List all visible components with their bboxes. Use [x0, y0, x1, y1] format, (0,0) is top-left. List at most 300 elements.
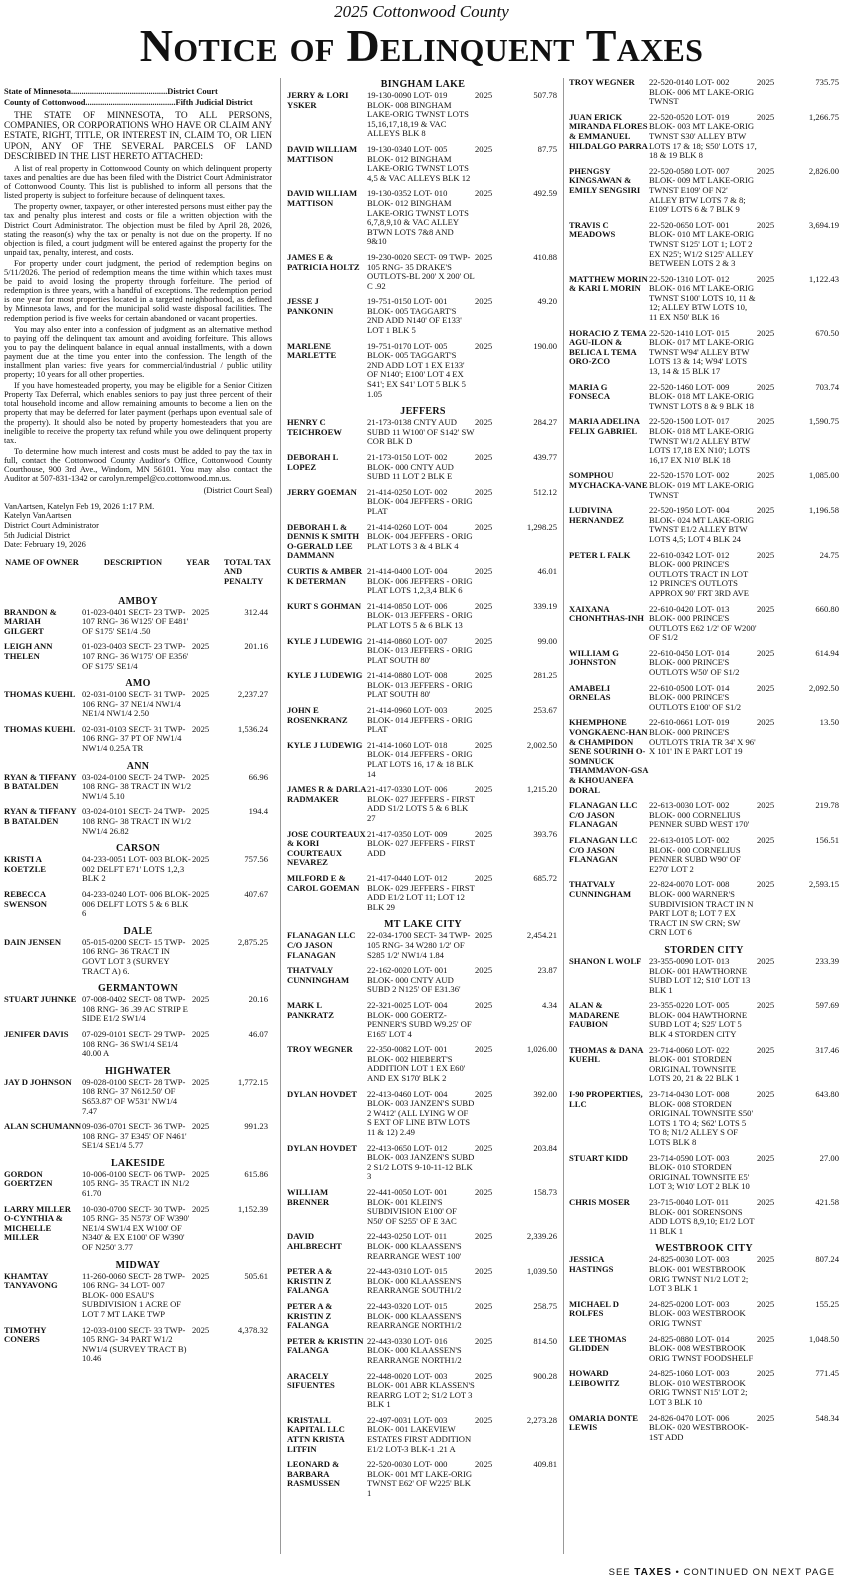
parcel-description: 21-417-0350 LOT- 009 BLOK- 027 JEFFERS - FIRST ADD: [367, 828, 475, 858]
signature-line: District Court Administrator: [4, 520, 99, 530]
listing-row: [287, 637, 559, 666]
parcel-description: 23-355-0220 LOT- 005 BLOK- 004 HAWTHORNE SUBD LOT 4; S25' LOT 5 BLK 4 STORDEN CITY: [649, 1000, 748, 1040]
listing-row: [569, 329, 839, 377]
owner-name: ALAN SCHUMANN: [4, 1121, 82, 1132]
tax-total: 1,085.00: [808, 470, 839, 481]
tax-total: 2,273.28: [526, 1414, 557, 1425]
owner-name: JAMES R & DARLA RADMAKER: [287, 784, 367, 804]
tax-total: 407.67: [244, 889, 268, 900]
owner-name: LARRY MILLER O-CYNTHIA & MICHELLE MILLER: [4, 1203, 71, 1243]
tax-total: 201.16: [244, 641, 268, 652]
tax-total: 439.77: [533, 452, 557, 462]
parcel-description: 24-826-0470 LOT- 006 BLOK- 020 WESTBROOK-1ST ADD: [649, 1412, 749, 1442]
owner-name: RYAN & TIFFANY B BATALDEN: [4, 806, 77, 827]
tax-total: 49.20: [537, 296, 557, 307]
listing-row: [4, 855, 272, 884]
listing-row: [4, 807, 272, 836]
parcel-description: 22-413-0460 LOT- 004 BLOK- 003 JANZEN'S SUBD 2 W412' (ALL LYING W OF S EXT OF LINE BTW LOTS 11 & 12) 2.49: [367, 1088, 475, 1138]
tax-total: 219.78: [815, 800, 839, 811]
tax-year: 2025: [192, 723, 210, 734]
owner-name: MICHAEL D ROLFES: [569, 1298, 619, 1319]
owner-name: PETER L FALK: [569, 549, 631, 560]
tax-year: 2025: [475, 930, 493, 941]
tax-year: 2025: [192, 1076, 210, 1087]
parcel-description: 22-610-0342 LOT- 012 BLOK- 000 PRINCE'S OUTLOTS TRACT IN LOT 12 PRINCE'S OUTLOTS APPROX 90' FRT 3RD AVE: [649, 549, 750, 598]
owner-name: CURTIS & AMBER K DETERMAN: [287, 565, 363, 586]
tax-total: 4.34: [541, 999, 557, 1010]
tax-total: 1,122.43: [808, 273, 839, 284]
tax-year: 2025: [475, 784, 493, 795]
tax-total: 23.87: [537, 965, 557, 976]
tax-year: 2025: [192, 606, 210, 617]
tax-year: 2025: [192, 771, 210, 782]
listing-row: [4, 1122, 272, 1151]
parcel-description: 23-714-0590 LOT- 003 BLOK- 010 STORDEN ORIGINAL TOWNSITE E5' LOT 3; W10' LOT 2 BLK 10: [649, 1152, 750, 1192]
table-header: [4, 558, 272, 587]
tax-year: 2025: [757, 1254, 775, 1265]
tax-total: 233.39: [815, 955, 839, 966]
owner-name: LEONARD & BARBARA RASMUSSEN: [287, 1459, 341, 1489]
parcel-description: 04-233-0240 LOT- 006 BLOK- 006 DELFT LOTS 5 & 6 BLK 6: [82, 889, 191, 919]
parcel-description: 22-520-1460 LOT- 009 BLOK- 018 MT LAKE-ORIG TWNST LOTS 8 & 9 BLK 18: [649, 381, 755, 411]
owner-name: FLANAGAN LLC C/O JASON FLANAGAN: [287, 930, 356, 960]
listing-row: [287, 1232, 559, 1261]
tax-year: 2025: [475, 251, 493, 262]
tax-year: 2025: [475, 1335, 493, 1346]
header-total: TOTAL TAX AND PENALTY: [224, 557, 272, 586]
township-heading: LAKESIDE: [110, 1157, 166, 1169]
tax-year: 2025: [757, 1196, 775, 1207]
parcel-description: 22-443-0320 LOT- 015 BLOK- 000 KLAASSEN'S REARRANGE NORTH1/2: [367, 1300, 462, 1331]
owner-name: JERRY GOEMAN: [287, 486, 357, 497]
owner-name: MARLENE MARLETTE: [287, 340, 337, 361]
listing-row: [569, 836, 839, 874]
intro-paragraph: THE STATE OF MINNESOTA, TO ALL PERSONS, COMPANIES, OR CORPORATIONS WHO HAVE OR CLAIM ANY ESTATE, RIGHT, TITLE, OR INTEREST IN, CLAIM TO, OR LIEN UPON, ANY OF THE SEVERAL PARCELS OF LAND DESCRIBED IN THE LIST HERETO ATTACHED:: [4, 111, 272, 162]
tax-total: 409.81: [533, 1459, 557, 1470]
parcel-description: 22-350-0082 LOT- 001 BLOK- 002 HIEBERT'S ADDITION LOT 1 EX E60' AND EX S170' BLK 2: [367, 1044, 466, 1084]
listing-row: [287, 931, 559, 960]
listing-row: [287, 297, 559, 335]
intro-paragraph: If you have homesteaded property, you may be eligible for a Senior Citizen Property Tax Deferral, which enables seniors to pay just three percent of their total household income and allow remaining amounts to become a lien on the property that may be deferred for later payment (perhaps upon eventual sale of the property). It should also be noted by property homesteaders that you are ineligible to receive the property tax refund while you owe delinquent property tax.: [4, 381, 272, 445]
listing-row: [287, 145, 559, 183]
tax-year: 2025: [475, 417, 493, 428]
owner-name: DAVID AHLBRECHT: [287, 1231, 342, 1251]
listing-row: [287, 488, 559, 517]
owner-name: BRANDON & MARIAH GILGERT: [4, 606, 57, 636]
owner-name: DAIN JENSEN: [4, 936, 62, 947]
tax-year: 2025: [475, 1044, 493, 1055]
tax-total: 1,152.39: [237, 1203, 268, 1214]
parcel-description: 22-497-0031 LOT- 003 BLOK- 001 LAKEVIEW ESTATES FIRST ADDITION E1/2 LOT-3 BLK-1 .21 A: [367, 1414, 472, 1454]
tax-total: 1,536.24: [237, 723, 268, 734]
parcel-description: 21-414-1060 LOT- 018 BLOK- 014 JEFFERS - ORIG PLAT LOTS 16, 17 & 18 BLK 14: [367, 739, 474, 779]
tax-total: 1,266.75: [808, 111, 839, 122]
parcel-description: 05-015-0200 SECT- 15 TWP- 106 RNG- 36 TRACT IN GOVT LOT 3 (SURVEY TRACT A) 6.: [82, 936, 186, 976]
tax-year: 2025: [192, 1324, 210, 1335]
tax-year: 2025: [757, 219, 775, 230]
tax-year: 2025: [475, 872, 493, 883]
tax-year: 2025: [192, 1028, 210, 1039]
parcel-description: 21-414-0400 LOT- 004 BLOK- 006 JEFFERS - ORIG PLAT LOTS 1,2,3,4 BLK 6: [367, 565, 473, 596]
parcel-description: 22-520-0140 LOT- 002 BLOK- 006 MT LAKE-ORIG TWNST: [649, 77, 755, 107]
state-line: State of Minnesota..............................................District Court: [4, 87, 218, 96]
owner-name: OMARIA DONTE LEWIS: [569, 1412, 638, 1433]
owner-name: ARACELY SIFUENTES: [287, 1370, 335, 1391]
owner-name: KHEMPHONE VONGKAENC-HAN & CHAMPIDON SENE SOURINH O-SOMNUCK THAMMAVON-GSA & KHOUANEFA DORAL: [569, 717, 648, 795]
tax-total: 991.23: [244, 1121, 268, 1132]
tax-year: 2025: [475, 1231, 493, 1242]
tax-year: 2025: [192, 1168, 210, 1179]
notice-subtitle: 2025 Cottonwood County: [334, 2, 509, 21]
listing-row: [287, 874, 559, 912]
parcel-description: 23-715-0040 LOT- 011 BLOK- 001 SORENSONS ADD LOTS 8,9,10; E1/2 LOT 11 BLK 1: [649, 1196, 755, 1236]
tax-year: 2025: [475, 1088, 493, 1099]
parcel-description: 07-008-0402 SECT- 08 TWP- 108 RNG- 36 .39 AC STRIP E SIDE E1/2 SW1/4: [82, 994, 188, 1024]
tax-year: 2025: [475, 670, 493, 681]
owner-name: DEBORAH L & DENNIS K SMITH O-GERALD LEE DAMMANN: [287, 521, 360, 561]
tax-year: 2025: [475, 828, 493, 839]
parcel-description: 19-130-0352 LOT- 010 BLOK- 012 BINGHAM LAKE-ORIG TWNST LOTS 6,7,8,9,10 & VAC ALLEY BTWN LOTS 7&8 AND 9&10: [367, 188, 469, 247]
tax-year: 2025: [757, 1298, 775, 1309]
tax-year: 2025: [475, 1370, 493, 1381]
tax-total: 512.12: [533, 486, 557, 497]
header-description: DESCRIPTION: [103, 557, 163, 567]
parcel-description: 22-441-0050 LOT- 001 BLOK- 001 KLEIN'S SUBDIVISION E100' OF N50' OF S255' OF E 3AC: [367, 1187, 457, 1226]
parcel-description: 02-031-0100 SECT- 31 TWP- 106 RNG- 37 NE1/4 NW1/4 NE1/4 NW1/4 2.50: [82, 689, 186, 719]
tax-total: 1,026.00: [526, 1044, 557, 1055]
parcel-description: 11-260-0060 SECT- 28 TWP- 106 RNG- 34 LOT- 007 BLOK- 000 ESAU'S SUBDIVISION 1 ACRE OF LOT 7 MT LAKE TWP: [82, 1270, 186, 1320]
tax-total: 1,196.58: [808, 505, 839, 516]
tax-year: 2025: [192, 1203, 210, 1214]
tax-year: 2025: [475, 565, 493, 576]
parcel-description: 23-714-0060 LOT- 022 BLOK- 001 STORDEN ORIGINAL TOWNSITE LOTS 20, 21 & 22 BLK 1: [649, 1044, 740, 1084]
listing-row: [4, 608, 272, 637]
tax-year: 2025: [757, 470, 775, 481]
listing-row: [287, 523, 559, 561]
owner-name: KRISTI A KOETZLE: [4, 854, 47, 874]
owner-name: PETER A & KRISTIN Z FALANGA: [287, 1300, 333, 1331]
tax-year: 2025: [475, 999, 493, 1010]
tax-total: 900.28: [533, 1370, 557, 1381]
tax-year: 2025: [192, 936, 210, 947]
tax-year: 2025: [757, 603, 775, 614]
owner-name: ALAN & MADARENE FAUBION: [569, 1000, 620, 1030]
tax-year: 2025: [475, 1142, 493, 1153]
parcel-description: 22-520-1950 LOT- 004 BLOK- 024 MT LAKE-ORIG TWNST E1/2 ALLEY BTW LOTS 4,5; LOT 4 BLK 24: [649, 505, 755, 544]
owner-name: KRISTALL KAPITAL LLC ATTN KRISTA LITFIN: [287, 1414, 345, 1454]
parcel-description: 21-414-0960 LOT- 003 BLOK- 014 JEFFERS - ORIG PLAT: [367, 705, 473, 735]
owner-name: JERRY & LORI YSKER: [287, 90, 349, 110]
tax-year: 2025: [475, 600, 493, 611]
parcel-description: 24-825-1060 LOT- 003 BLOK- 010 WESTBROOK ORIG TWNST N15' LOT 2; LOT 3 BLK 10: [649, 1368, 748, 1408]
parcel-description: 21-414-0860 LOT- 007 BLOK- 013 JEFFERS - ORIG PLAT SOUTH 80': [367, 635, 473, 665]
tax-total: 771.45: [815, 1368, 839, 1379]
owner-name: CHRIS MOSER: [569, 1196, 630, 1207]
parcel-description: 22-443-0330 LOT- 016 BLOK- 000 KLAASSEN'S REARRANGE NORTH1/2: [367, 1335, 462, 1365]
listing-row: [287, 418, 559, 447]
listing-row: [287, 253, 559, 291]
parcel-description: 22-610-0420 LOT- 013 BLOK- 000 PRINCE'S OUTLOTS E62 1/2' OF W200' OF S1/2: [649, 603, 757, 643]
tax-total: 2,593.15: [808, 879, 839, 890]
parcel-description: 09-028-0100 SECT- 28 TWP- 108 RNG- 37 N612.50' OF S653.87' OF W531' NW1/4 7.47: [82, 1076, 186, 1116]
listing-row: [569, 221, 839, 269]
intro-paragraph: The property owner, taxpayer, or other interested persons must either pay the tax and penalty plus interest and costs or file a written objection with the District Court Administrator. The objection must be filed by April 28, 2026, stating the reason(s) why the tax or penalty is not due on the property. If no objection is filed, a court judgment will be entered against the property for the unpaid tax, penalty, interest, and costs.: [4, 202, 272, 257]
township-heading: HIGHWATER: [105, 1065, 171, 1077]
header-owner: NAME OF OWNER: [5, 557, 79, 567]
listing-row: [569, 1090, 839, 1148]
parcel-description: 22-520-0520 LOT- 019 BLOK- 003 MT LAKE-ORIG TWNST S30' ALLEY BTW LOTS 17 & 18; S50' LOTS 17, 18 & 19 BLK 8: [649, 111, 757, 161]
tax-year: 2025: [475, 452, 493, 462]
owner-name: MATTHEW MORIN & KARI L MORIN: [569, 273, 648, 294]
county-line: County of Cottonwood...........................................Fifth Judicial District: [4, 98, 253, 107]
tax-year: 2025: [757, 800, 775, 811]
owner-name: LEIGH ANN THELEN: [4, 641, 53, 661]
owner-name: STUART JUHNKE: [4, 994, 77, 1005]
tax-year: 2025: [757, 1152, 775, 1163]
tax-year: 2025: [757, 682, 775, 693]
parcel-description: 22-613-0030 LOT- 002 BLOK- 000 CORNELIUS PENNER SUBD WEST 170': [649, 800, 750, 830]
parcel-description: 22-610-0500 LOT- 014 BLOK- 000 PRINCE'S OUTLOTS E100' OF S1/2: [649, 682, 742, 712]
parcel-description: 03-024-0100 SECT- 24 TWP- 108 RNG- 38 TRACT IN W1/2 NW1/4 5.10: [82, 771, 192, 801]
tax-year: 2025: [475, 90, 493, 100]
owner-name: WILLIAM BRENNER: [287, 1187, 330, 1207]
parcel-description: 24-825-0200 LOT- 003 BLOK- 003 WESTBROOK ORIG TWNST: [649, 1298, 746, 1328]
owner-name: HORACIO Z TEMA AGU-ILON & BELICA L TEMA ORO-ZCO: [569, 327, 647, 367]
tax-year: 2025: [192, 641, 210, 652]
listing-row: [287, 706, 559, 735]
listing-row: [4, 725, 272, 754]
tax-total: 660.80: [815, 603, 839, 614]
tax-total: 597.69: [815, 1000, 839, 1011]
listing-row: [569, 605, 839, 643]
parcel-description: 07-029-0101 SECT- 29 TWP- 108 RNG- 36 SW1/4 SE1/4 40.00 A: [82, 1028, 186, 1059]
tax-year: 2025: [192, 889, 210, 900]
tax-year: 2025: [475, 143, 493, 154]
township-heading: WESTBROOK CITY: [655, 1243, 753, 1255]
listing-row: [4, 690, 272, 719]
footer-continued: • CONTINUED ON NEXT PAGE: [675, 1567, 835, 1578]
tax-year: 2025: [475, 705, 493, 716]
listing-row: [569, 506, 839, 544]
owner-name: PHENGSY KINGSAWAN & EMILY SENGSIRI: [569, 165, 641, 195]
owner-name: JESSICA HASTINGS: [569, 1254, 614, 1274]
tax-total: 158.73: [533, 1187, 557, 1197]
listing-row: [569, 957, 839, 995]
listing-row: [569, 1414, 839, 1443]
tax-total: 284.27: [533, 417, 557, 428]
owner-name: JAY D JOHNSON: [4, 1076, 72, 1087]
tax-total: 258.75: [533, 1300, 557, 1311]
tax-total: 194.4: [248, 806, 268, 817]
owner-name: JUAN ERICK MIRANDA FLORES & EMMANUEL HILDALGO PARRA: [569, 111, 648, 151]
owner-name: XAIXANA CHONHTHAS-INH: [569, 603, 644, 624]
tax-year: 2025: [757, 165, 775, 176]
parcel-description: 22-443-0310 LOT- 015 BLOK- 000 KLAASSEN'S REARRANGE SOUTH1/2: [367, 1266, 462, 1296]
tax-total: 281.25: [533, 670, 557, 681]
township-heading: MIDWAY: [115, 1259, 161, 1271]
tax-total: 203.84: [533, 1142, 557, 1153]
parcel-description: 02-031-0103 SECT- 31 TWP- 106 RNG- 37 PT OF NW1/4 NW1/4 0.25A TR: [82, 723, 186, 754]
tax-total: 392.00: [533, 1088, 557, 1099]
listing-row: [569, 1198, 839, 1236]
tax-total: 2,826.00: [808, 165, 839, 176]
parcel-description: 01-023-0403 SECT- 23 TWP- 107 RNG- 36 W175' OF E356' OF S175' SE1/4: [82, 641, 189, 671]
tax-year: 2025: [757, 1333, 775, 1344]
parcel-description: 22-520-1410 LOT- 015 BLOK- 017 MT LAKE-ORIG TWNST W94' ALLEY BTW LOTS 13 & 14; W94' LOTS 13, 14 & 15 BLK 17: [649, 327, 755, 377]
listing-row: [287, 1337, 559, 1366]
listing-row: [287, 1460, 559, 1498]
intro-paragraph: A list of real property in Cottonwood County on which delinquent property taxes and penalties are due has been filed with the District Court Administrator of Cottonwood County. This list is published to inform all persons that the listed property is subject to forfeiture because of delinquent taxes.: [4, 164, 272, 201]
signature-line: 5th Judicial District: [4, 530, 71, 540]
owner-name: MILFORD E & CAROL GOEMAN: [287, 872, 360, 893]
listing-row: [4, 1030, 272, 1059]
owner-name: STUART KIDD: [569, 1152, 628, 1163]
listing-row: [4, 938, 272, 976]
listing-row: [4, 995, 272, 1024]
listing-row: [287, 966, 559, 995]
township-heading: BINGHAM LAKE: [380, 79, 466, 90]
tax-year: 2025: [757, 955, 775, 966]
column-divider: [563, 78, 564, 1554]
parcel-description: 10-006-0100 SECT- 06 TWP- 105 RNG- 35 TRACT IN N1/2 61.70: [82, 1168, 190, 1199]
parcel-description: 22-520-1310 LOT- 012 BLOK- 016 MT LAKE-ORIG TWNST S100' LOTS 10, 11 & 12; ALLEY BTW LOTS 10, 11 EX N50' BLK 16: [649, 273, 756, 323]
tax-year: 2025: [475, 1414, 493, 1425]
listing-row: [569, 383, 839, 412]
listing-row: [287, 830, 559, 868]
tax-year: 2025: [757, 111, 775, 122]
listing-row: [287, 741, 559, 779]
tax-total: 99.00: [537, 635, 557, 646]
tax-total: 156.51: [815, 834, 839, 845]
parcel-description: 22-520-1500 LOT- 017 BLOK- 018 MT LAKE-ORIG TWNST W1/2 ALLEY BTW LOTS 17,18 EX N10'; LOTS 16,17 EX N10' BLK 18: [649, 416, 755, 465]
parcel-description: 24-825-0030 LOT- 003 BLOK- 001 WESTBROOK ORIG TWNST N1/2 LOT 2; LOT 3 BLK 1: [649, 1254, 749, 1294]
owner-name: DEBORAH L LOPEZ: [287, 452, 338, 472]
parcel-description: 03-024-0101 SECT- 24 TWP- 108 RNG- 38 TRACT IN W1/2 NW1/4 26.82: [82, 806, 192, 836]
listing-row: [4, 1078, 272, 1116]
signature-line: Katelyn VanAartsen: [4, 511, 72, 521]
listing-row: [287, 1188, 559, 1226]
tax-year: 2025: [757, 505, 775, 516]
owner-name: THATVALY CUNNINGHAM: [287, 965, 350, 985]
tax-year: 2025: [192, 1270, 210, 1281]
listing-row: [287, 567, 559, 596]
tax-year: 2025: [475, 1459, 493, 1470]
tax-total: 27.00: [819, 1152, 839, 1163]
owner-name: FLANAGAN LLC C/O JASON FLANAGAN: [569, 800, 638, 830]
tax-total: 421.58: [815, 1196, 839, 1207]
parcel-description: 22-520-0030 LOT- 000 BLOK- 001 MT LAKE-ORIG TWNST E62' OF W225' BLK 1: [367, 1459, 473, 1499]
tax-total: 2,454.21: [526, 930, 557, 941]
column-2: [287, 78, 559, 1505]
parcel-description: 21-414-0250 LOT- 002 BLOK- 004 JEFFERS - ORIG PLAT: [367, 486, 473, 516]
tax-total: 46.07: [248, 1028, 268, 1039]
owner-name: DAVID WILLIAM MATTISON: [287, 188, 358, 208]
owner-name: LEE THOMAS GLIDDEN: [569, 1333, 627, 1354]
owner-name: FLANAGAN LLC C/O JASON FLANAGAN: [569, 834, 638, 865]
tax-year: 2025: [757, 834, 775, 845]
township-heading: GERMANTOWN: [97, 983, 179, 995]
tax-year: 2025: [475, 635, 493, 646]
owner-name: GORDON GOERTZEN: [4, 1168, 53, 1189]
owner-name: HOWARD LEIBOWITZ: [569, 1368, 620, 1388]
owner-name: DAVID WILLIAM MATTISON: [287, 143, 358, 164]
tax-year: 2025: [757, 77, 775, 87]
header-year: YEAR: [186, 557, 210, 567]
parcel-description: 23-714-0430 LOT- 008 BLOK- 008 STORDEN ORIGINAL TOWNSITE S50' LOTS 1 TO 4; S62' LOTS 5 TO 8; N1/2 ALLEY S OF LOTS BLK 8: [649, 1089, 754, 1147]
owner-name: DYLAN HOVDET: [287, 1142, 357, 1153]
parcel-description: 22-162-0020 LOT- 001 BLOK- 000 CNTY AUD SUBD 2 N125' OF E31.36': [367, 965, 461, 995]
listing-row: [287, 91, 559, 139]
tax-total: 2,092.50: [808, 682, 839, 693]
owner-name: TROY WEGNER: [569, 77, 635, 87]
tax-total: 614.94: [815, 647, 839, 658]
tax-year: 2025: [757, 549, 775, 560]
listing-row: [4, 890, 272, 919]
owner-name: LUDIVINA HERNANDEZ: [569, 505, 624, 525]
parcel-description: 21-173-0150 LOT- 002 BLOK- 000 CNTY AUD SUBD 11 LOT 2 BLK E: [367, 452, 454, 482]
owner-name: KYLE J LUDEWIG: [287, 670, 363, 681]
parcel-description: 12-033-0100 SECT- 33 TWP- 105 RNG- 34 PART W1/2 NW1/4 (SURVEY TRACT B) 10.46: [82, 1324, 187, 1364]
tax-total: 1,772.15: [237, 1076, 268, 1087]
owner-name: AMABELI ORNELAS: [569, 682, 611, 703]
owner-name: JOSE COURTEAUX & KORI COURTEAUX NEVAREZ: [287, 828, 366, 868]
listing-row: [4, 1170, 272, 1199]
tax-year: 2025: [757, 381, 775, 392]
listing-row: [4, 1205, 272, 1253]
tax-total: 24.75: [819, 549, 839, 560]
tax-total: 4,378.32: [237, 1324, 268, 1335]
listing-row: [569, 718, 839, 795]
parcel-description: 22-520-0650 LOT- 001 BLOK- 010 MT LAKE-ORIG TWNST S125' LOT 1; LOT 2 EX N25'; W1/2 S125' ALLEY BETWEEN LOTS 2 & 3: [649, 219, 755, 269]
owner-name: SOMPHOU MYCHACKA-VANE: [569, 470, 648, 490]
intro-paragraph: For property under court judgment, the period of redemption begins on 5/11/2026. The period of redemption means the time within which taxes must be paid to avoid losing the property through forfeiture. The period of redemption is three years, with a handful of exceptions. The redemption period is one year for most properties located in a targeted neighborhood, as defined by Minnesota laws, and for the municipal solid waste disposal facilities. The redemption period is five weeks for certain abandoned or vacant properties.: [4, 258, 272, 323]
tax-total: 735.75: [815, 77, 839, 87]
owner-name: THATVALY CUNNINGHAM: [569, 879, 632, 899]
parcel-description: 19-130-0090 LOT- 019 BLOK- 008 BINGHAM LAKE-ORIG TWNST LOTS 15,16,17,18,19 & VAC ALLEYS BLK 8: [367, 90, 469, 139]
township-heading: AMBOY: [118, 595, 158, 607]
tax-year: 2025: [757, 1412, 775, 1423]
listing-row: [4, 773, 272, 802]
tax-total: 66.96: [248, 771, 268, 782]
tax-year: 2025: [757, 1089, 775, 1100]
listing-row: [287, 453, 559, 482]
notice-title: Notice of Delinquent Taxes: [139, 20, 704, 71]
listing-row: [569, 78, 839, 107]
owner-name: DYLAN HOVDET: [287, 1088, 357, 1099]
parcel-description: 04-233-0051 LOT- 003 BLOK- 002 DELFT E71' LOTS 1,2,3 BLK 2: [82, 854, 191, 884]
tax-year: 2025: [757, 1044, 775, 1055]
tax-total: 807.24: [815, 1254, 839, 1265]
township-heading: AMO: [125, 678, 151, 690]
parcel-description: 19-751-0170 LOT- 005 BLOK- 005 TAGGART'S 2ND ADD LOT 1 EX E133' OF N140'; E100' LOT 4 EX S41'; EX S41' LOT 5 BLK 5 1.05: [367, 340, 466, 399]
footer-see: SEE: [608, 1567, 631, 1578]
parcel-description: 22-413-0650 LOT- 012 BLOK- 003 JANZEN'S SUBD 2 S1/2 LOTS 9-10-11-12 BLK 3: [367, 1142, 475, 1182]
listing-row: [287, 1372, 559, 1410]
parcel-description: 21-417-0440 LOT- 012 BLOK- 029 JEFFERS - FIRST ADD E1/2 LOT 11; LOT 12 BLK 29: [367, 872, 475, 912]
owner-name: THOMAS KUEHL: [4, 723, 76, 734]
parcel-description: 23-355-0090 LOT- 013 BLOK- 001 HAWTHORNE SUBD LOT 12; S10' LOT 13 BLK 1: [649, 955, 751, 995]
listing-body-2: [287, 78, 559, 1499]
listing-row: [569, 417, 839, 465]
listing-row: [287, 1045, 559, 1083]
township-heading: JEFFERS: [400, 406, 446, 418]
footer-taxes: TAXES: [634, 1567, 672, 1578]
parcel-description: 22-443-0250 LOT- 011 BLOK- 000 KLAASSEN'S REARRANGE WEST 100': [367, 1231, 462, 1261]
listing-row: [569, 1046, 839, 1084]
listing-row: [287, 1302, 559, 1331]
tax-year: 2025: [757, 647, 775, 658]
listing-row: [4, 1326, 272, 1364]
